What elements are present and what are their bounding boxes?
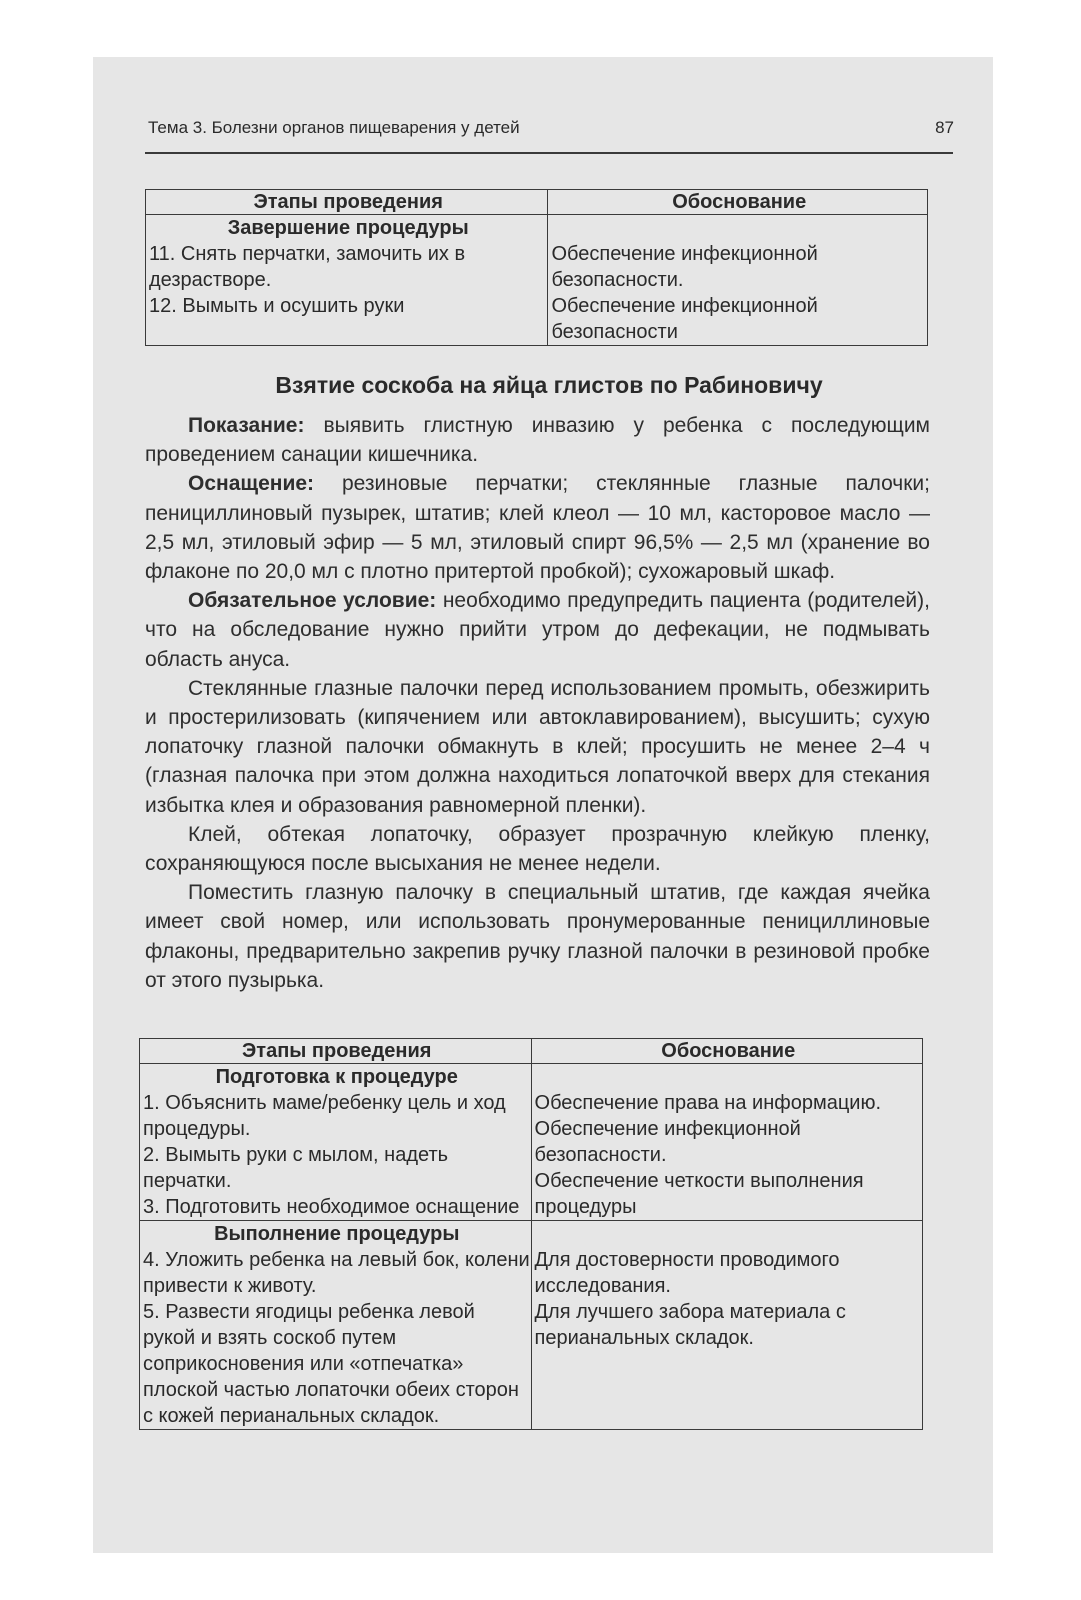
paragraph: Стеклянные глазные палочки перед использованием промыть, обезжирить и простерилизовать (кипячением или автоклавированием), высушить; сухую лопаточку глазной палочки обмакнуть в клей; просушить не менее 2–4 ч (глазная палочка при этом должна находиться лопаточкой вверх для стекания избытка клея и образования равномерной пленки). <box>145 676 930 817</box>
stage-heading: Подготовка к процедуре <box>215 1066 458 1088</box>
table-row <box>140 1064 923 1221</box>
page-number: 87 <box>935 118 954 137</box>
header-rule <box>145 152 953 154</box>
step-text: 4. Уложить ребенка на левый бок, колени привести к животу. <box>143 1249 530 1297</box>
rationale-text: Для достоверности проводимого исследования. <box>534 1249 840 1297</box>
step-text: 12. Вымыть и осушить руки <box>149 295 405 317</box>
rationale-cell <box>531 1064 922 1221</box>
stage-heading: Выполнение процедуры <box>214 1223 460 1245</box>
rationale-text: Обеспечение инфекционной безопасности <box>551 295 818 343</box>
rationale-cell <box>548 215 928 346</box>
equipment-label: Оснащение: <box>188 472 315 496</box>
table-row <box>140 1221 923 1430</box>
step-text: 3. Подготовить необходимое оснащение <box>143 1196 520 1218</box>
step-text: 2. Вымыть руки с мылом, надеть перчатки. <box>143 1144 449 1192</box>
body-text <box>145 411 930 995</box>
procedure-table-1 <box>145 189 928 346</box>
rationale-text: Обеспечение инфекционной безопасности. <box>534 1118 801 1166</box>
rationale-cell <box>531 1221 922 1430</box>
paragraph: Клей, обтекая лопаточку, образует прозрачную клейкую пленку, сохраняющуюся после высыхания не менее недели. <box>145 822 930 876</box>
stages-cell <box>146 215 548 346</box>
equipment-text: резиновые перчатки; стеклянные глазные палочки; пенициллиновый пузырек, штатив; клей клеол — 10 мл, касторовое масло — 2,5 мл, этиловый эфир — 5 мл, этиловый спирт 96,5% — 2,5 мл (хранение во флаконе по 20,0 мл с плотно притертой пробкой); сухожаровый шкаф. <box>145 472 930 584</box>
step-text: 11. Снять перчатки, замочить их в дезрастворе. <box>149 243 466 291</box>
stage-heading: Завершение процедуры <box>227 217 469 239</box>
table-header-row <box>146 190 928 215</box>
rationale-text: Для лучшего забора материала с перианальных складок. <box>534 1301 846 1349</box>
section-title: Взятие соскоба на яйца глистов по Рабиновичу <box>275 372 823 398</box>
paragraph: Поместить глазную палочку в специальный штатив, где каждая ячейка имеет свой номер, или использовать пронумерованные пенициллиновые флаконы, предварительно закрепив ручку глазной палочки в резиновой пробке от этого пузырька. <box>145 881 930 992</box>
table-header-row <box>140 1039 923 1064</box>
column-header-stages: Этапы проведения <box>140 1039 532 1064</box>
paragraph-condition <box>145 586 930 674</box>
stages-cell <box>140 1064 532 1221</box>
column-header-stages: Этапы проведения <box>146 190 548 215</box>
indication-label: Показание: <box>188 414 305 437</box>
rationale-text: Обеспечение инфекционной безопасности. <box>551 243 818 291</box>
step-text: 5. Развести ягодицы ребенка левой рукой и взять соскоб путем соприкосновения или «отпечатка» плоской частью лопаточки обеих сторон с кожей перианальных складок. <box>143 1301 519 1427</box>
rationale-text: Обеспечение права на информацию. <box>534 1092 882 1114</box>
header-title: Тема 3. Болезни органов пищеварения у детей <box>148 118 520 137</box>
paragraph-equipment <box>145 469 930 586</box>
table-row <box>146 215 928 346</box>
indication-text: выявить глистную инвазию у ребенка с последующим проведением санации кишечника. <box>145 414 930 467</box>
rationale-text: Обеспечение четкости выполнения процедуры <box>534 1170 864 1218</box>
condition-label: Обязательное условие: <box>188 589 437 613</box>
running-header <box>148 116 954 140</box>
condition-text: необходимо предупредить пациента (родителей), что на обследование нужно прийти утром до дефекации, не подмывать область ануса. <box>145 589 930 671</box>
step-text: 1. Объяснить маме/ребенку цель и ход процедуры. <box>143 1092 506 1140</box>
paragraph-indication <box>145 411 930 469</box>
procedure-table-2 <box>139 1038 923 1430</box>
column-header-rationale: Обоснование <box>531 1039 922 1064</box>
stages-cell <box>140 1221 532 1430</box>
column-header-rationale: Обоснование <box>548 190 928 215</box>
